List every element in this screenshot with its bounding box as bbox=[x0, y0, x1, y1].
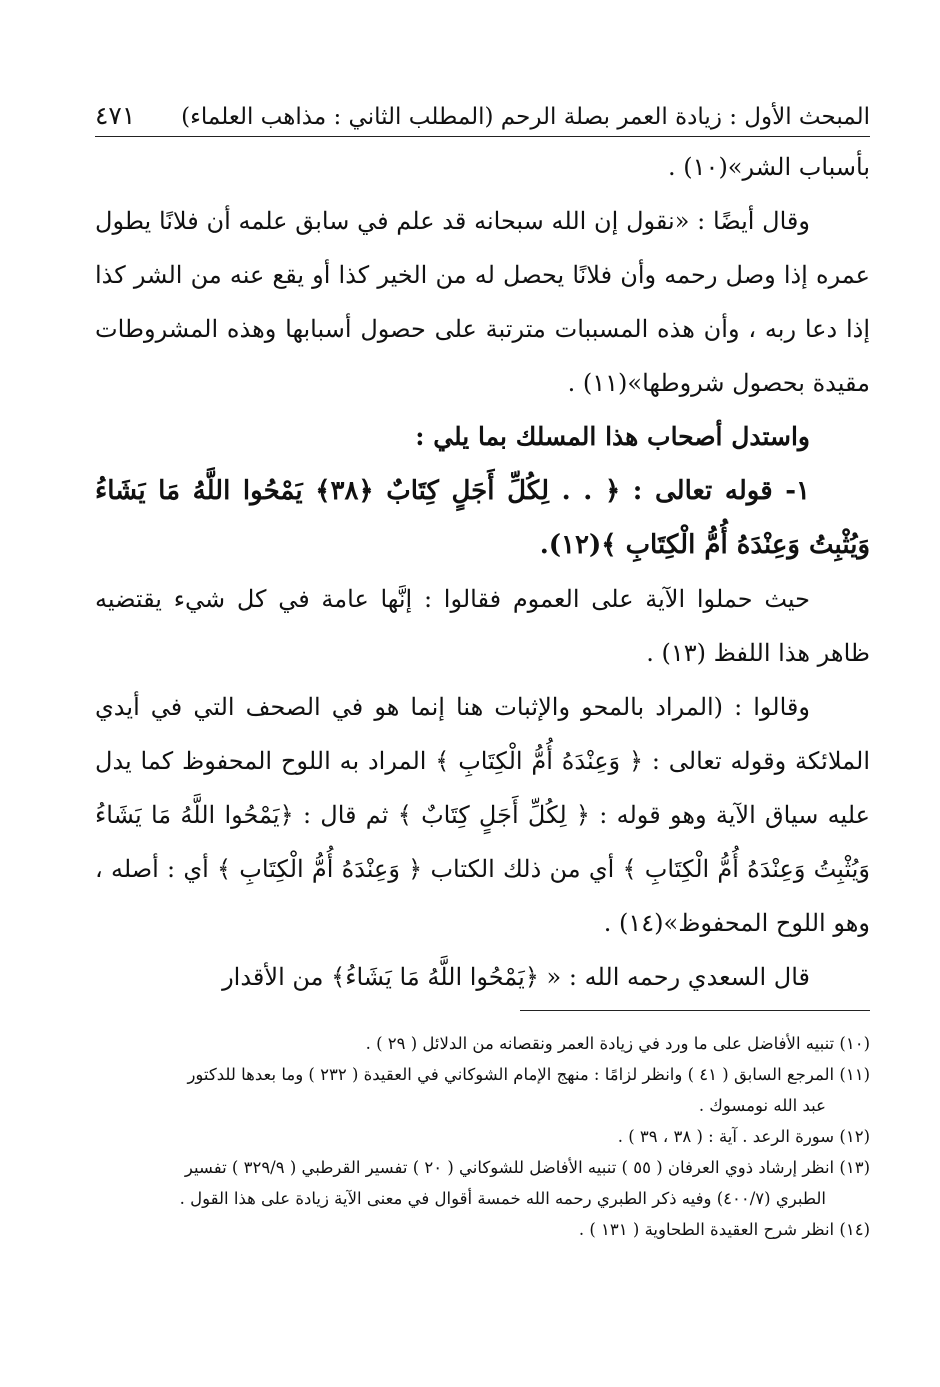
section-heading: واستدل أصحاب هذا المسلك بما يلي : bbox=[415, 422, 810, 451]
page-number: ٤٧١ bbox=[95, 101, 136, 130]
footnote-13-continuation: الطبري (٤٠٠/٧) وفيه ذكر الطبري رحمه الله خمسة أقوال في معنى الآية زيادة على هذا القول . bbox=[179, 1189, 826, 1208]
running-title: المبحث الأول : زيادة العمر بصلة الرحم (المطلب الثاني : مذاهب العلماء) bbox=[181, 104, 870, 130]
paragraph-interpretation: حيث حملوا الآية على العموم فقالوا : إنَّها عامة في كل شيء يقتضيه ظاهر هذا اللفظ (١٣) . bbox=[95, 585, 870, 667]
paragraph-saadi: قال السعدي رحمه الله : « ﴿يَمْحُوا اللَّهُ مَا يَشَاءُ﴾ من الأقدار bbox=[222, 963, 810, 991]
paragraph-quote-1: وقال أيضًا : «نقول إن الله سبحانه قد علم في سابق علمه أن فلانًا يطول عمره إذا وصل رحمه وأن فلانًا يحصل له من الخير كذا أو يقع عنه من الشر كذا إذا دعا ربه ، وأن هذه المسببات مترتبة على حصول أسبابها وهذه المشروطات مقيدة بحصول شروطها»(١١) . bbox=[95, 207, 870, 397]
main-text bbox=[95, 140, 870, 1004]
footnote-12: (١٢) سورة الرعد . آية : ( ٣٨ ، ٣٩ ) . bbox=[617, 1127, 870, 1146]
paragraph-continuation: بأسباب الشر»(١٠) . bbox=[668, 153, 870, 181]
footnote-13: (١٣) انظر إرشاد ذوي العرفان ( ٥٥ ) تنبيه الأفاضل للشوكاني ( ٢٠ ) تفسير القرطبي ( ٣٢٩/٩ ) تفسير bbox=[184, 1158, 870, 1177]
footnotes bbox=[95, 1028, 870, 1245]
running-header bbox=[95, 92, 870, 137]
footnote-10: (١٠) تنبيه الأفاضل على ما ورد في زيادة العمر ونقصانه من الدلائل ( ٢٩ ) . bbox=[365, 1034, 870, 1053]
evidence-point-1: ١- قوله تعالى : ﴿ . . لِكُلِّ أَجَلٍ كِتَابٌ ﴿٣٨﴾ يَمْحُوا اللَّهُ مَا يَشَاءُ وَيُثْبِتُ وَعِنْدَهُ أُمُّ الْكِتَابِ ﴾(١٢). bbox=[95, 476, 870, 560]
footnote-11-continuation: عبد الله نومسوك . bbox=[698, 1096, 826, 1115]
footnote-14: (١٤) انظر شرح العقيدة الطحاوية ( ١٣١ ) . bbox=[578, 1220, 870, 1239]
footnote-11: (١١) المرجع السابق ( ٤١ ) وانظر لزامًا : منهج الإمام الشوكاني في العقيدة ( ٢٣٢ ) وما بعدها للدكتور bbox=[187, 1065, 870, 1084]
paragraph-quote-2: وقالوا : (المراد بالمحو والإثبات هنا إنما هو في الصحف التي في أيدي الملائكة وقوله تعالى : ﴿ وَعِنْدَهُ أُمُّ الْكِتَابِ ﴾ المراد به اللوح المحفوظ كما يدل عليه سياق الآية وهو قوله : ﴿ لِكُلِّ أَجَلٍ كِتَابٌ ﴾ ثم قال : ﴿يَمْحُوا اللَّهُ مَا يَشَاءُ وَيُثْبِتُ وَعِنْدَهُ أُمُّ الْكِتَابِ ﴾ أي من ذلك الكتاب ﴿ وَعِنْدَهُ أُمُّ الْكِتَابِ ﴾ أي : أصله ، وهو اللوح المحفوظ»(١٤) . bbox=[95, 693, 871, 937]
footnote-separator bbox=[520, 1010, 870, 1011]
